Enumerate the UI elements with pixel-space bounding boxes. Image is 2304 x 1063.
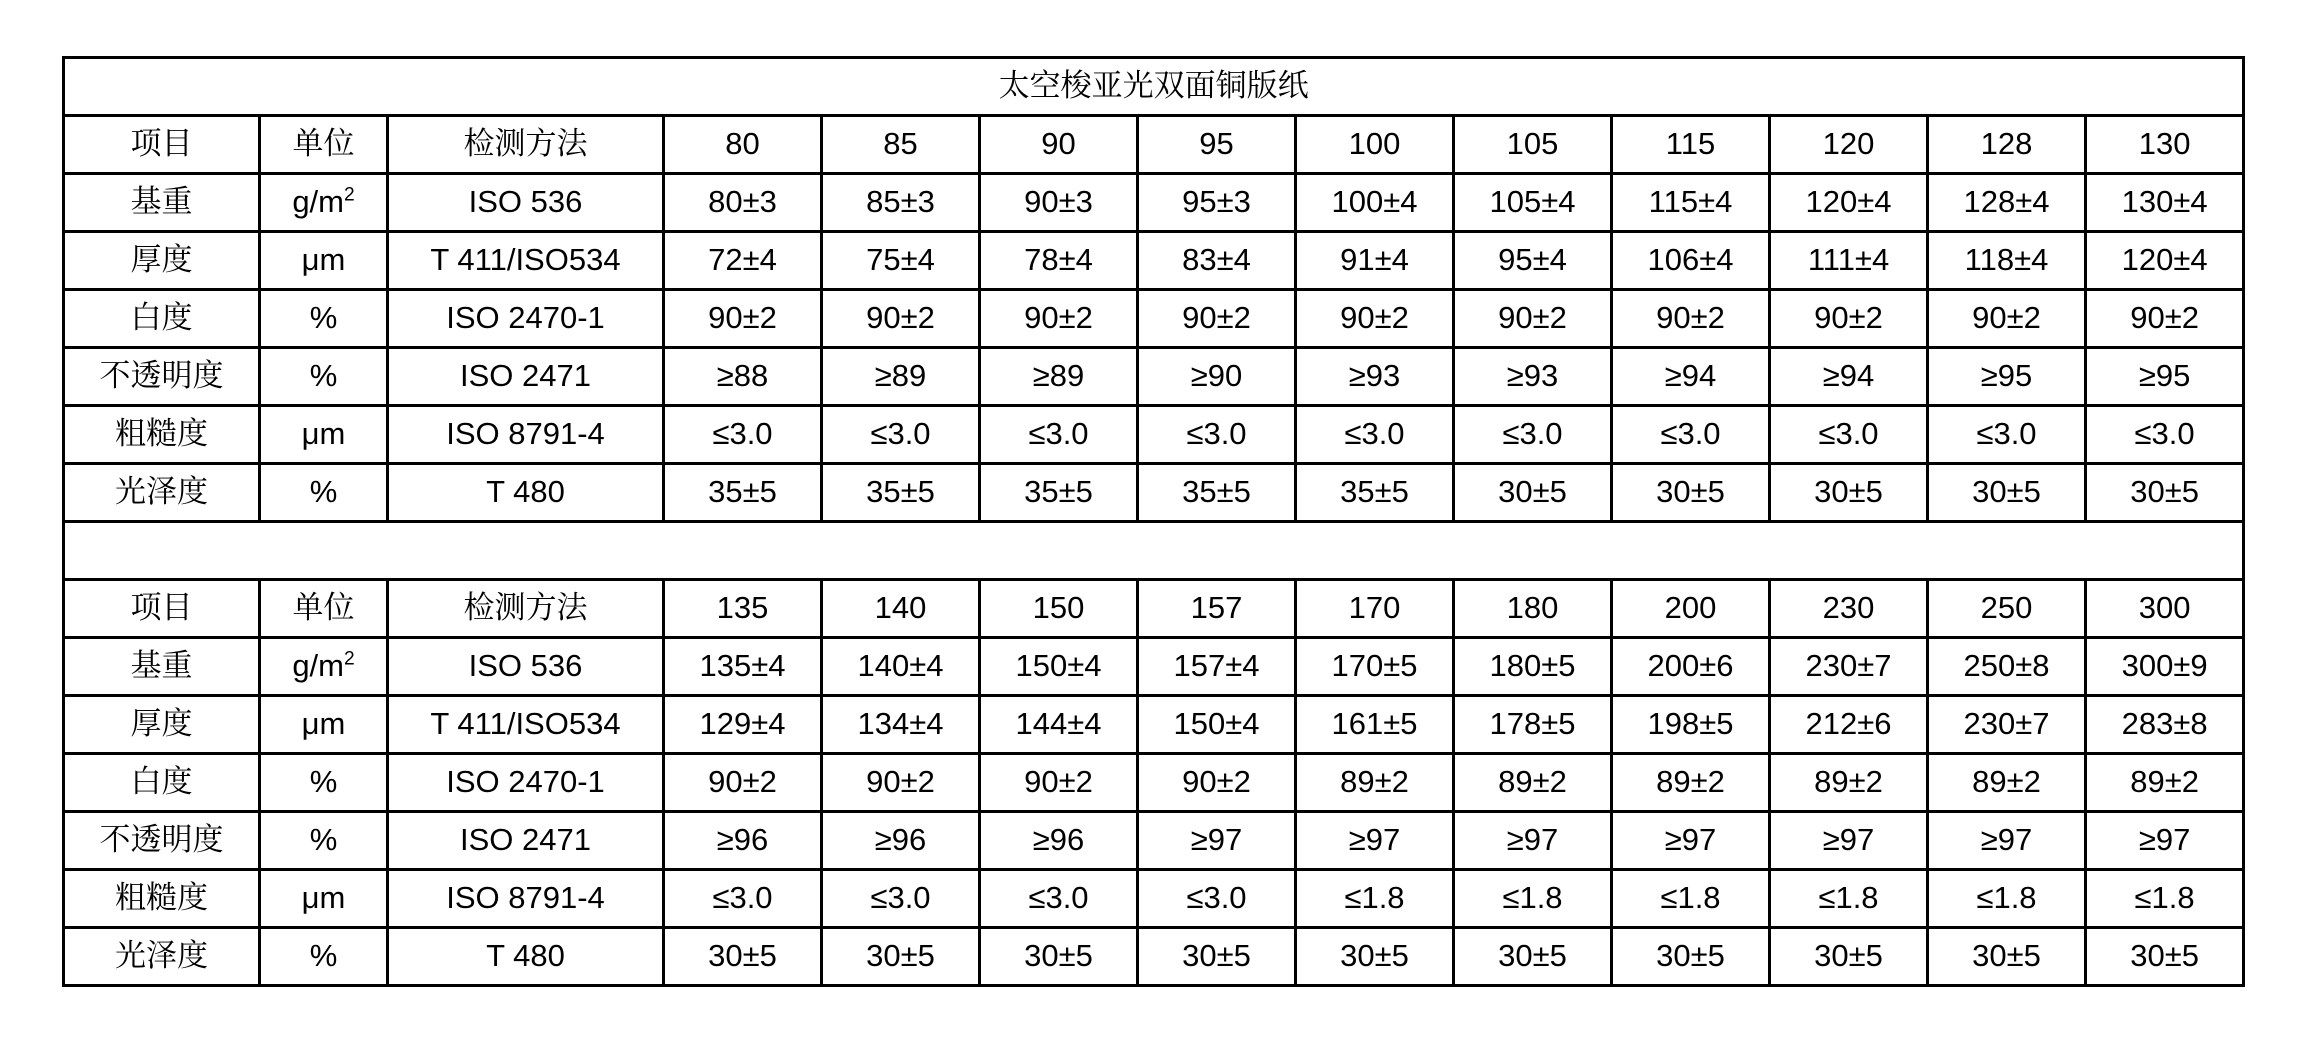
cell-value: ≤3.0 <box>664 406 822 464</box>
cell-value: ≤3.0 <box>822 406 980 464</box>
spec-table-wrapper <box>62 56 2242 987</box>
header-grammage-100: 100 <box>1296 116 1454 174</box>
header-grammage-120: 120 <box>1770 116 1928 174</box>
cell-value: 161±5 <box>1296 696 1454 754</box>
cell-value: 120±4 <box>2086 232 2244 290</box>
row-unit <box>260 638 388 696</box>
cell-value: ≥97 <box>1138 812 1296 870</box>
row-label: 光泽度 <box>64 464 260 522</box>
header-grammage-140: 140 <box>822 580 980 638</box>
cell-value: ≥97 <box>1928 812 2086 870</box>
row-unit: μm <box>260 696 388 754</box>
cell-value: 35±5 <box>1296 464 1454 522</box>
cell-value: 90±2 <box>664 754 822 812</box>
row-unit: % <box>260 464 388 522</box>
cell-value: ≤3.0 <box>1138 406 1296 464</box>
cell-value: 90±2 <box>980 290 1138 348</box>
separator-cell <box>64 522 2244 580</box>
cell-value: ≤3.0 <box>1454 406 1612 464</box>
row-label: 不透明度 <box>64 348 260 406</box>
table-row <box>64 232 2244 290</box>
cell-value: ≤3.0 <box>1138 870 1296 928</box>
row-method: T 411/ISO534 <box>388 232 664 290</box>
cell-value: ≤1.8 <box>1454 870 1612 928</box>
cell-value: 144±4 <box>980 696 1138 754</box>
document-title: 太空梭亚光双面铜版纸 <box>64 58 2244 116</box>
table-separator <box>64 522 2244 580</box>
cell-value: 90±2 <box>1454 290 1612 348</box>
row-method: ISO 536 <box>388 174 664 232</box>
header-grammage-85: 85 <box>822 116 980 174</box>
header-grammage-130: 130 <box>2086 116 2244 174</box>
header-grammage-135: 135 <box>664 580 822 638</box>
cell-value: 89±2 <box>1612 754 1770 812</box>
cell-value: 150±4 <box>1138 696 1296 754</box>
row-label: 基重 <box>64 174 260 232</box>
cell-value: 35±5 <box>980 464 1138 522</box>
row-method: ISO 2471 <box>388 348 664 406</box>
table-row <box>64 696 2244 754</box>
cell-value: 30±5 <box>664 928 822 986</box>
row-method: ISO 2470-1 <box>388 754 664 812</box>
cell-value: 300±9 <box>2086 638 2244 696</box>
cell-value: ≥89 <box>822 348 980 406</box>
cell-value: ≤3.0 <box>1770 406 1928 464</box>
cell-value: ≥88 <box>664 348 822 406</box>
header-grammage-157: 157 <box>1138 580 1296 638</box>
cell-value: 129±4 <box>664 696 822 754</box>
header-unit: 单位 <box>260 580 388 638</box>
cell-value: 30±5 <box>1770 928 1928 986</box>
cell-value: 30±5 <box>1296 928 1454 986</box>
cell-value: 128±4 <box>1928 174 2086 232</box>
cell-value: ≥93 <box>1454 348 1612 406</box>
cell-value: 150±4 <box>980 638 1138 696</box>
cell-value: 105±4 <box>1454 174 1612 232</box>
cell-value: 283±8 <box>2086 696 2244 754</box>
cell-value: 90±2 <box>1770 290 1928 348</box>
row-label: 粗糙度 <box>64 870 260 928</box>
header-row-2 <box>64 580 2244 638</box>
cell-value: 30±5 <box>1770 464 1928 522</box>
cell-value: ≥94 <box>1612 348 1770 406</box>
cell-value: 180±5 <box>1454 638 1612 696</box>
cell-value: 89±2 <box>2086 754 2244 812</box>
cell-value: 90±2 <box>1296 290 1454 348</box>
cell-value: 90±2 <box>822 290 980 348</box>
row-method: T 480 <box>388 928 664 986</box>
cell-value: 89±2 <box>1454 754 1612 812</box>
row-method: ISO 536 <box>388 638 664 696</box>
cell-value: ≤3.0 <box>1296 406 1454 464</box>
header-grammage-115: 115 <box>1612 116 1770 174</box>
header-grammage-128: 128 <box>1928 116 2086 174</box>
row-unit: % <box>260 812 388 870</box>
table-row <box>64 290 2244 348</box>
cell-value: 134±4 <box>822 696 980 754</box>
unit-text: g/m <box>292 648 344 684</box>
cell-value: ≤3.0 <box>1612 406 1770 464</box>
row-method: ISO 2471 <box>388 812 664 870</box>
cell-value: ≥90 <box>1138 348 1296 406</box>
cell-value: ≤3.0 <box>1928 406 2086 464</box>
cell-value: ≥96 <box>980 812 1138 870</box>
cell-value: ≤3.0 <box>980 406 1138 464</box>
cell-value: 30±5 <box>1454 464 1612 522</box>
header-grammage-95: 95 <box>1138 116 1296 174</box>
cell-value: ≥97 <box>1612 812 1770 870</box>
cell-value: 90±2 <box>2086 290 2244 348</box>
unit-text: g/m <box>292 184 344 220</box>
cell-value: 30±5 <box>822 928 980 986</box>
cell-value: 95±4 <box>1454 232 1612 290</box>
cell-value: ≥89 <box>980 348 1138 406</box>
row-method: ISO 2470-1 <box>388 290 664 348</box>
cell-value: 30±5 <box>1928 464 2086 522</box>
cell-value: 30±5 <box>1928 928 2086 986</box>
row-method: ISO 8791-4 <box>388 406 664 464</box>
cell-value: 83±4 <box>1138 232 1296 290</box>
header-grammage-180: 180 <box>1454 580 1612 638</box>
row-unit: μm <box>260 870 388 928</box>
row-unit: % <box>260 348 388 406</box>
cell-value: 30±5 <box>1612 928 1770 986</box>
row-label: 厚度 <box>64 232 260 290</box>
row-label: 白度 <box>64 754 260 812</box>
cell-value: 90±3 <box>980 174 1138 232</box>
cell-value: ≤1.8 <box>2086 870 2244 928</box>
cell-value: 30±5 <box>2086 928 2244 986</box>
cell-value: ≥97 <box>1454 812 1612 870</box>
cell-value: ≤1.8 <box>1928 870 2086 928</box>
cell-value: 200±6 <box>1612 638 1770 696</box>
cell-value: 90±2 <box>1928 290 2086 348</box>
table-row <box>64 754 2244 812</box>
table-row <box>64 870 2244 928</box>
cell-value: 75±4 <box>822 232 980 290</box>
cell-value: ≥95 <box>2086 348 2244 406</box>
cell-value: 95±3 <box>1138 174 1296 232</box>
table-row <box>64 812 2244 870</box>
header-grammage-300: 300 <box>2086 580 2244 638</box>
cell-value: 30±5 <box>980 928 1138 986</box>
unit-exponent: 2 <box>344 649 355 671</box>
cell-value: ≥93 <box>1296 348 1454 406</box>
cell-value: 89±2 <box>1928 754 2086 812</box>
header-unit: 单位 <box>260 116 388 174</box>
row-method: ISO 8791-4 <box>388 870 664 928</box>
title-row <box>64 58 2244 116</box>
cell-value: 80±3 <box>664 174 822 232</box>
row-unit <box>260 174 388 232</box>
header-method: 检测方法 <box>388 116 664 174</box>
cell-value: 35±5 <box>822 464 980 522</box>
cell-value: 230±7 <box>1928 696 2086 754</box>
row-label: 不透明度 <box>64 812 260 870</box>
cell-value: 78±4 <box>980 232 1138 290</box>
cell-value: ≤1.8 <box>1770 870 1928 928</box>
row-unit: % <box>260 928 388 986</box>
unit-exponent: 2 <box>344 185 355 207</box>
cell-value: 30±5 <box>1612 464 1770 522</box>
cell-value: ≤3.0 <box>980 870 1138 928</box>
cell-value: 90±2 <box>822 754 980 812</box>
cell-value: 89±2 <box>1296 754 1454 812</box>
cell-value: 35±5 <box>664 464 822 522</box>
cell-value: 250±8 <box>1928 638 2086 696</box>
header-grammage-105: 105 <box>1454 116 1612 174</box>
cell-value: ≤1.8 <box>1612 870 1770 928</box>
row-method: T 480 <box>388 464 664 522</box>
header-grammage-200: 200 <box>1612 580 1770 638</box>
cell-value: ≥97 <box>1770 812 1928 870</box>
cell-value: 30±5 <box>1138 928 1296 986</box>
cell-value: 72±4 <box>664 232 822 290</box>
header-grammage-80: 80 <box>664 116 822 174</box>
cell-value: ≥96 <box>664 812 822 870</box>
row-label: 厚度 <box>64 696 260 754</box>
header-item: 项目 <box>64 580 260 638</box>
cell-value: 30±5 <box>1454 928 1612 986</box>
cell-value: 135±4 <box>664 638 822 696</box>
cell-value: 140±4 <box>822 638 980 696</box>
cell-value: 90±2 <box>980 754 1138 812</box>
cell-value: 120±4 <box>1770 174 1928 232</box>
cell-value: 90±2 <box>664 290 822 348</box>
row-label: 白度 <box>64 290 260 348</box>
cell-value: 90±2 <box>1612 290 1770 348</box>
row-label: 基重 <box>64 638 260 696</box>
cell-value: ≤3.0 <box>2086 406 2244 464</box>
row-unit: μm <box>260 232 388 290</box>
table-row <box>64 928 2244 986</box>
header-grammage-230: 230 <box>1770 580 1928 638</box>
cell-value: ≤3.0 <box>822 870 980 928</box>
cell-value: 100±4 <box>1296 174 1454 232</box>
row-label: 光泽度 <box>64 928 260 986</box>
cell-value: 90±2 <box>1138 290 1296 348</box>
cell-value: 89±2 <box>1770 754 1928 812</box>
table-row <box>64 638 2244 696</box>
cell-value: ≥94 <box>1770 348 1928 406</box>
cell-value: 115±4 <box>1612 174 1770 232</box>
table-row <box>64 464 2244 522</box>
cell-value: 91±4 <box>1296 232 1454 290</box>
table-row <box>64 348 2244 406</box>
cell-value: ≥96 <box>822 812 980 870</box>
row-unit: μm <box>260 406 388 464</box>
header-item: 项目 <box>64 116 260 174</box>
row-unit: % <box>260 290 388 348</box>
cell-value: 30±5 <box>2086 464 2244 522</box>
header-method: 检测方法 <box>388 580 664 638</box>
cell-value: 170±5 <box>1296 638 1454 696</box>
cell-value: ≥97 <box>2086 812 2244 870</box>
row-unit: % <box>260 754 388 812</box>
header-grammage-90: 90 <box>980 116 1138 174</box>
cell-value: ≤1.8 <box>1296 870 1454 928</box>
cell-value: 230±7 <box>1770 638 1928 696</box>
cell-value: 118±4 <box>1928 232 2086 290</box>
cell-value: 90±2 <box>1138 754 1296 812</box>
header-grammage-250: 250 <box>1928 580 2086 638</box>
cell-value: 35±5 <box>1138 464 1296 522</box>
specification-table <box>62 56 2245 987</box>
row-label: 粗糙度 <box>64 406 260 464</box>
cell-value: 130±4 <box>2086 174 2244 232</box>
cell-value: 157±4 <box>1138 638 1296 696</box>
table-row <box>64 406 2244 464</box>
cell-value: 178±5 <box>1454 696 1612 754</box>
cell-value: 106±4 <box>1612 232 1770 290</box>
header-grammage-170: 170 <box>1296 580 1454 638</box>
cell-value: ≤3.0 <box>664 870 822 928</box>
cell-value: 111±4 <box>1770 232 1928 290</box>
row-method: T 411/ISO534 <box>388 696 664 754</box>
cell-value: ≥95 <box>1928 348 2086 406</box>
cell-value: 198±5 <box>1612 696 1770 754</box>
cell-value: ≥97 <box>1296 812 1454 870</box>
cell-value: 212±6 <box>1770 696 1928 754</box>
cell-value: 85±3 <box>822 174 980 232</box>
table-row <box>64 174 2244 232</box>
header-grammage-150: 150 <box>980 580 1138 638</box>
header-row-1 <box>64 116 2244 174</box>
table-body <box>64 58 2244 986</box>
